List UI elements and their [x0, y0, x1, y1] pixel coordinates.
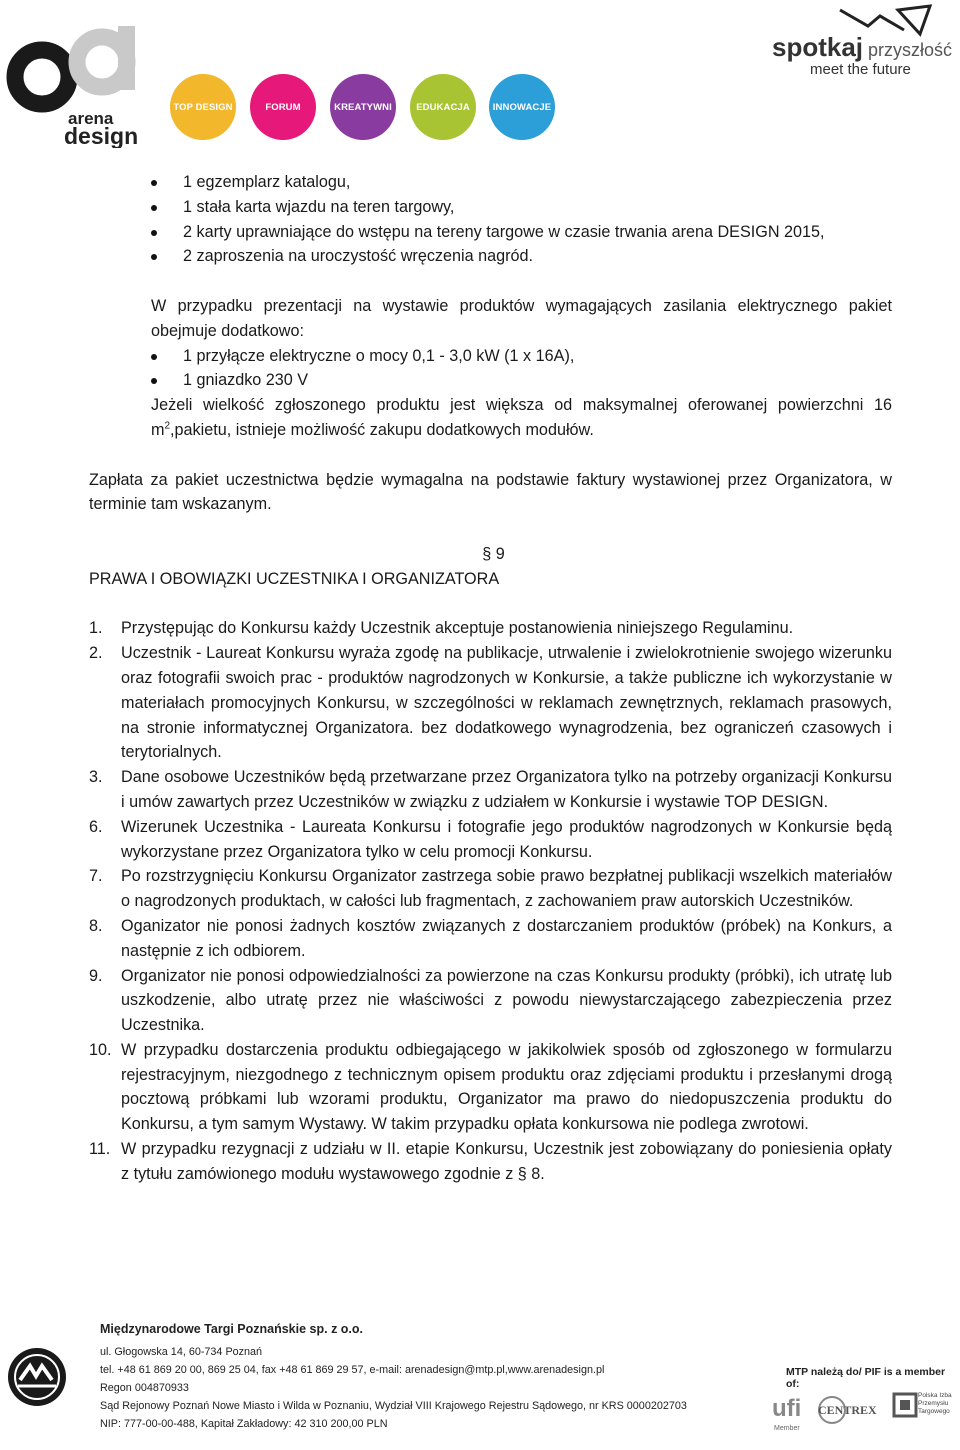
address: ul. Głogowska 14, 60-734 Poznań [100, 1346, 263, 1358]
list-item: 2 zaproszenia na uroczystość wręczenia nagród. [89, 244, 892, 269]
court-register: Sąd Rejonowy Poznań Nowe Miasto i Wilda w Poznaniu, Wydział VIII Krajowego Rejestru Sądowego, nr KRS 0000202703 [100, 1400, 687, 1412]
rule-text: Po rozstrzygnięciu Konkursu Organizator zastrzega sobie prawo bezpłatnej publikacji wszelkich materiałów o nagrodzonych produktach, w całości lub fragmentach, z zachowaniem praw autorskich Uczestników. [121, 867, 892, 911]
rule-number: 8. [89, 916, 103, 935]
mtp-logo [6, 1346, 68, 1408]
category-edukacja: EDUKACJA [410, 74, 476, 140]
list-item [89, 765, 892, 815]
oversize-sup: 2 [164, 420, 171, 432]
pif-text: Polska Izba Przemysłu Targowego [918, 1392, 952, 1415]
list-item: 1 egzemplarz katalogu, [89, 170, 892, 195]
list-item: 1 stała karta wjazdu na teren targowy, [89, 195, 892, 220]
list-item [89, 864, 892, 914]
slogan-main: spotkaj [772, 32, 864, 62]
rule-text: W przypadku rezygnacji z udziału w II. etapie Konkursu, Uczestnik jest zobowiązany do poniesienia opłaty z tytułu zamówionego modułu wystawowego zgodnie z § 8. [121, 1140, 892, 1183]
rule-number: 9. [89, 966, 103, 985]
list-item: 2 karty uprawniające do wstępu na tereny targowe w czasie trwania arena DESIGN 2015, [89, 220, 892, 245]
logo-text-arena: arena [68, 109, 114, 128]
rule-text: W przypadku dostarczenia produktu odbiegającego w jakikolwiek sposób od zgłoszonego w formularzu rejestracyjnym, niezgodnego z technicznym opisem produktu oraz zdjęciami produktu i przesłanymi drogą pocztową próbkami lub wzorami produktu, Organizator ma prawo do niedopuszczenia produktu do Konkursu, a tym samym Wystawy. W takim przypadku opłata konkursowa nie podlega zwrotowi. [121, 1040, 892, 1134]
oversize-text-a: Jeżeli wielkość zgłoszonego produktu jest większa od maksymalnej oferowanej powierzchni 16 m [151, 396, 892, 439]
page-header [0, 0, 960, 160]
pif-logo [894, 1392, 956, 1432]
list-item [89, 616, 892, 641]
ufi-text: ufi [772, 1395, 802, 1422]
centrex-logo [818, 1397, 877, 1423]
rules-list [89, 616, 892, 1186]
rule-number: 6. [89, 817, 103, 836]
power-list [89, 344, 892, 394]
centrex-text: CENTREX [818, 1403, 877, 1417]
list-item [89, 815, 892, 865]
slogan-accent: przyszłość [868, 40, 953, 60]
payment-terms: Zapłata za pakiet uczestnictwa będzie wymagalna na podstawie faktury wystawionej przez Organizatora, w terminie tam wskazanym. [89, 470, 892, 514]
section-title: PRAWA I OBOWIĄZKI UCZESTNIKA I ORGANIZATORA [89, 569, 500, 588]
spotkaj-przyszlosc-logo [770, 4, 956, 80]
member-logos [770, 1386, 956, 1450]
category-top-design: TOP DESIGN [170, 74, 236, 140]
page-footer [0, 1316, 960, 1440]
rule-number: 3. [89, 768, 103, 787]
arena-design-logo [6, 22, 146, 148]
company-info [100, 1320, 760, 1433]
list-item: 1 przyłącze elektryczne o mocy 0,1 - 3,0 kW (1 x 16A), [89, 344, 892, 369]
regon: Regon 004870933 [100, 1382, 189, 1394]
rule-text: Przystępując do Konkursu każdy Uczestnik akceptuje postanowienia niniejszego Regulaminu. [121, 619, 794, 638]
nip: NIP: 777-00-00-488, Kapitał Zakładowy: 42 310 200,00 PLN [100, 1418, 388, 1430]
oversize-note [89, 393, 892, 443]
category-innowacje: INNOWACJE [489, 74, 555, 140]
category-kreatywni: KREATYWNI [330, 74, 396, 140]
rule-text: Uczestnik - Laureat Konkursu wyraża zgodę na publikacje, utrwalenie i zwielokrotnienie swojego wizerunku oraz fotografii swoich prac - produktów nagrodzonych w Konkursie, a także publiczne ich wykorzystanie w materiałach promocyjnych Konkursu, w szczególności w reklamach zewnętrznych, reklamach prasowych, na stronie informatycznej Organizatora. bez dodatkowego wynagrodzenia, bez ograniczeń czasowych i terytorialnych. [121, 644, 892, 762]
rule-number: 1. [89, 619, 103, 638]
rule-number: 7. [89, 867, 103, 886]
ufi-sub: Member [774, 1425, 800, 1432]
org-name: Międzynarodowe Targi Poznańskie sp. z o.o. [100, 1322, 364, 1336]
list-item [89, 1137, 892, 1187]
section-number: § 9 [482, 544, 505, 563]
list-item [89, 914, 892, 964]
ufi-logo [772, 1395, 801, 1432]
rule-text: Dane osobowe Uczestników będą przetwarzane przez Organizatora tylko na potrzeby organizacji Konkursu i umów zawartych przez Uczestników w związku z udziałem w Konkursie i wystawie TOP DESIGN. [121, 768, 892, 811]
contact: tel. +48 61 869 20 00, 869 25 04, fax +48 61 869 29 57, e-mail: arenadesign@mtp.pl,www.arenadesign.pl [100, 1364, 605, 1376]
list-item [89, 964, 892, 1038]
slogan-sub: meet the future [810, 61, 911, 78]
member-label: MTP należą do/ PIF is a member of: [786, 1366, 946, 1390]
rule-number: 11. [89, 1140, 111, 1159]
logo-text-design: design [64, 123, 139, 148]
regulation-content [89, 170, 892, 1187]
rule-text: Oganizator nie ponosi żadnych kosztów związanych z dostarczaniem produktów (próbek) na Konkurs, a następnie z ich odbiorem. [121, 916, 892, 960]
rule-text: Organizator nie ponosi odpowiedzialności za powierzone na czas Konkursu produkty (próbki), ich utratę lub uszkodzenie, albo utratę przez nie właściwości z powodu niewystarczającego zabezpieczenia przez Uczestnika. [121, 966, 892, 1035]
list-item [89, 641, 892, 765]
rule-text: Wizerunek Uczestnika - Laureata Konkursu i fotografie jego produktów nagrodzonych w Konkursie będą wykorzystane przez Organizatora tylko w celu promocji Konkursu. [121, 817, 892, 861]
category-forum: FORUM [250, 74, 316, 140]
rule-number: 2. [89, 644, 103, 663]
power-intro: W przypadku prezentacji na wystawie produktów wymagających zasilania elektrycznego pakiet obejmuje dodatkowo: [151, 296, 892, 340]
list-item: 1 gniazdko 230 V [89, 368, 892, 393]
package-list [89, 170, 892, 269]
oversize-text-b: ,pakietu, istnieje możliwość zakupu dodatkowych modułów. [170, 420, 594, 439]
list-item [89, 1038, 892, 1137]
rule-number: 10. [89, 1040, 112, 1059]
